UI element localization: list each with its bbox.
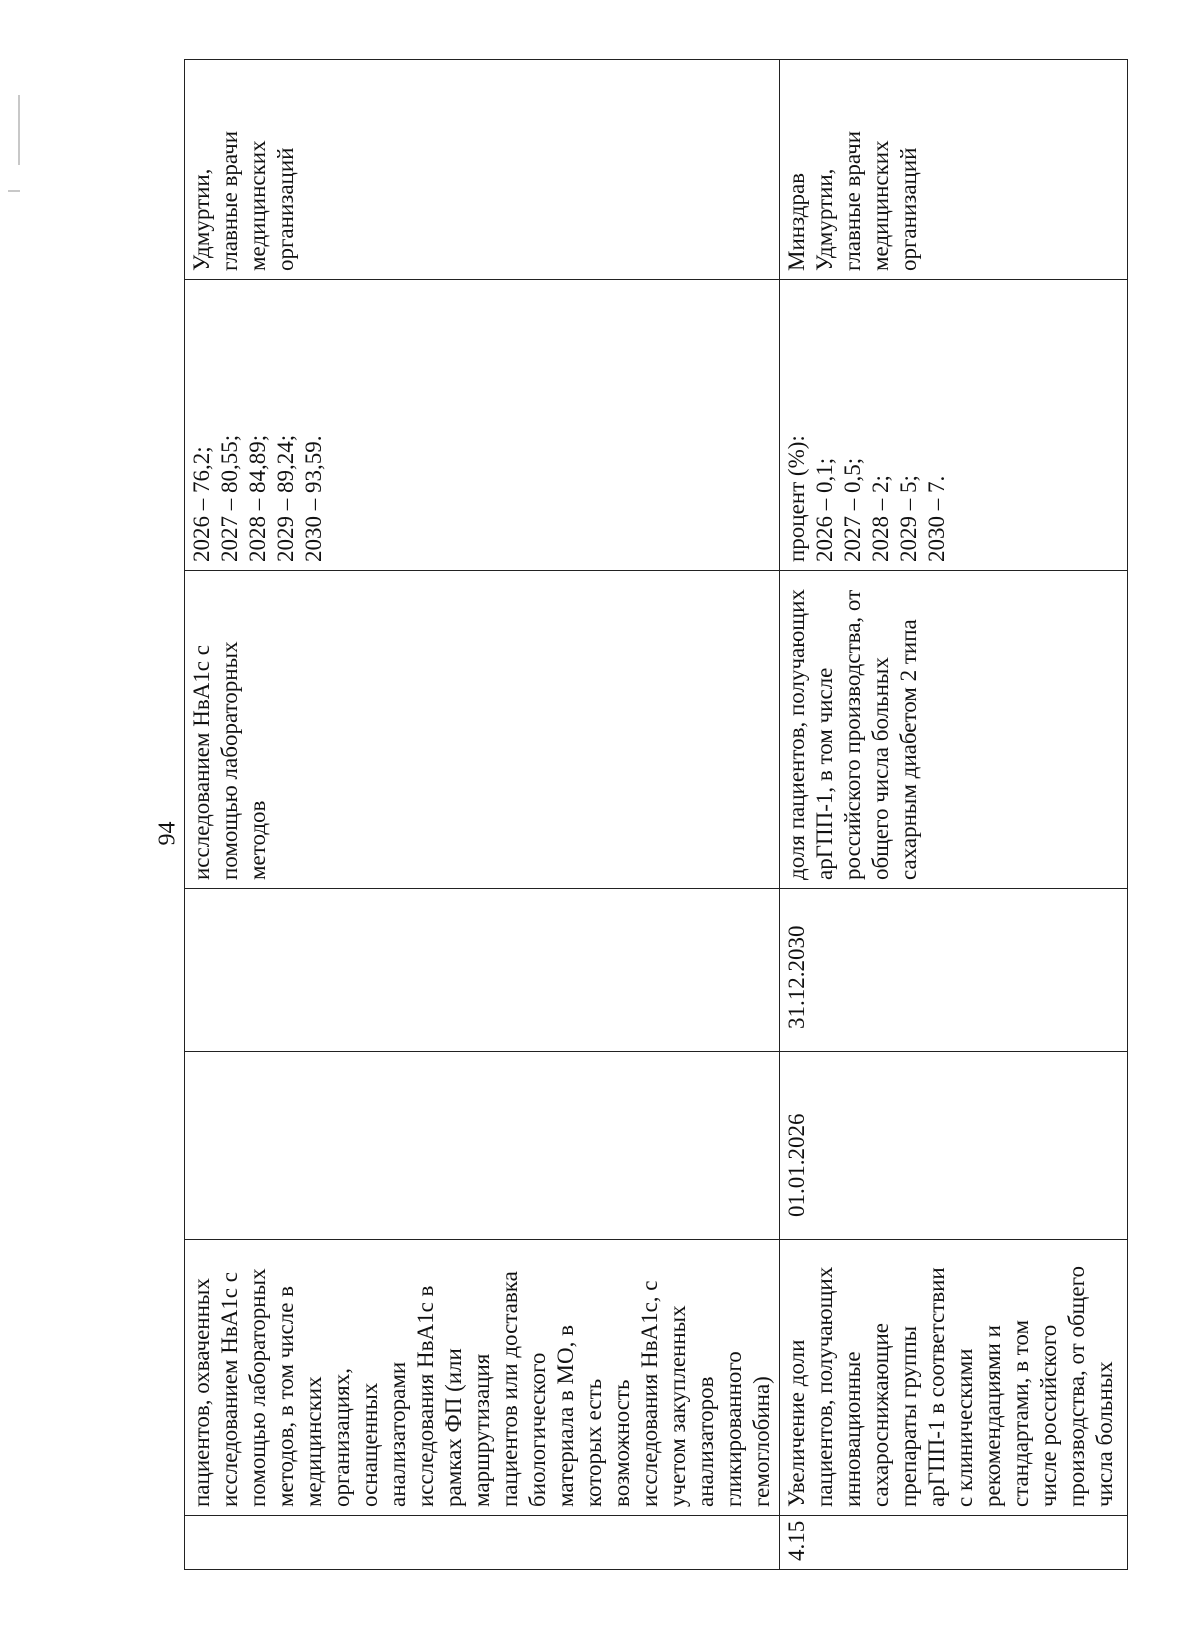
start-date: 01.01.2026 xyxy=(780,1052,1128,1240)
event-description: Увеличение доли пациентов, получающих инновационные сахароснижающие препараты группы арГПП-1 в соответствии с клиническими рекомендациями и стандартами, в том числе российского производства, от общего числа больных xyxy=(780,1240,1128,1516)
responsible: Удмуртии, главные врачи медицинских организаций xyxy=(185,60,780,280)
scan-mark xyxy=(18,95,20,165)
start-date xyxy=(185,1052,780,1240)
target-values: процент (%): 2026 – 0,1; 2027 – 0,5; 2028 – 2; 2029 – 5; 2030 – 7. xyxy=(780,280,1128,571)
responsible: Минздрав Удмуртии, главные врачи медицинских организаций xyxy=(780,60,1128,280)
target-values: 2026 – 76,2; 2027 – 80,55; 2028 – 84,89; 2029 – 89,24; 2030 – 93,59. xyxy=(185,280,780,571)
indicator: исследованием HвA1c с помощью лабораторных методов xyxy=(185,571,780,889)
row-number: 4.15 xyxy=(780,1516,1128,1570)
end-date xyxy=(185,889,780,1052)
table-row xyxy=(780,60,1128,1570)
scan-mark xyxy=(8,190,20,192)
rotated-table-container xyxy=(184,60,1117,1570)
end-date: 31.12.2030 xyxy=(780,889,1128,1052)
table-row xyxy=(185,60,780,1570)
events-table xyxy=(184,59,1128,1570)
page-number: 94 xyxy=(154,821,181,846)
indicator: доля пациентов, получающих арГПП-1, в том числе российского производства, от общего числа больных сахарным диабетом 2 типа xyxy=(780,571,1128,889)
event-description: пациентов, охваченных исследованием HвA1c с помощью лабораторных методов, в том числе в медицинских организациях, оснащенных анализаторами исследования HвA1c в рамках ФП (или маршрутизация пациентов или доставка биологического материала в МО, в которых есть возможность исследования HвA1c, с учетом закупленных анализаторов гликированного гемоглобина) xyxy=(185,1240,780,1516)
row-number xyxy=(185,1516,780,1570)
